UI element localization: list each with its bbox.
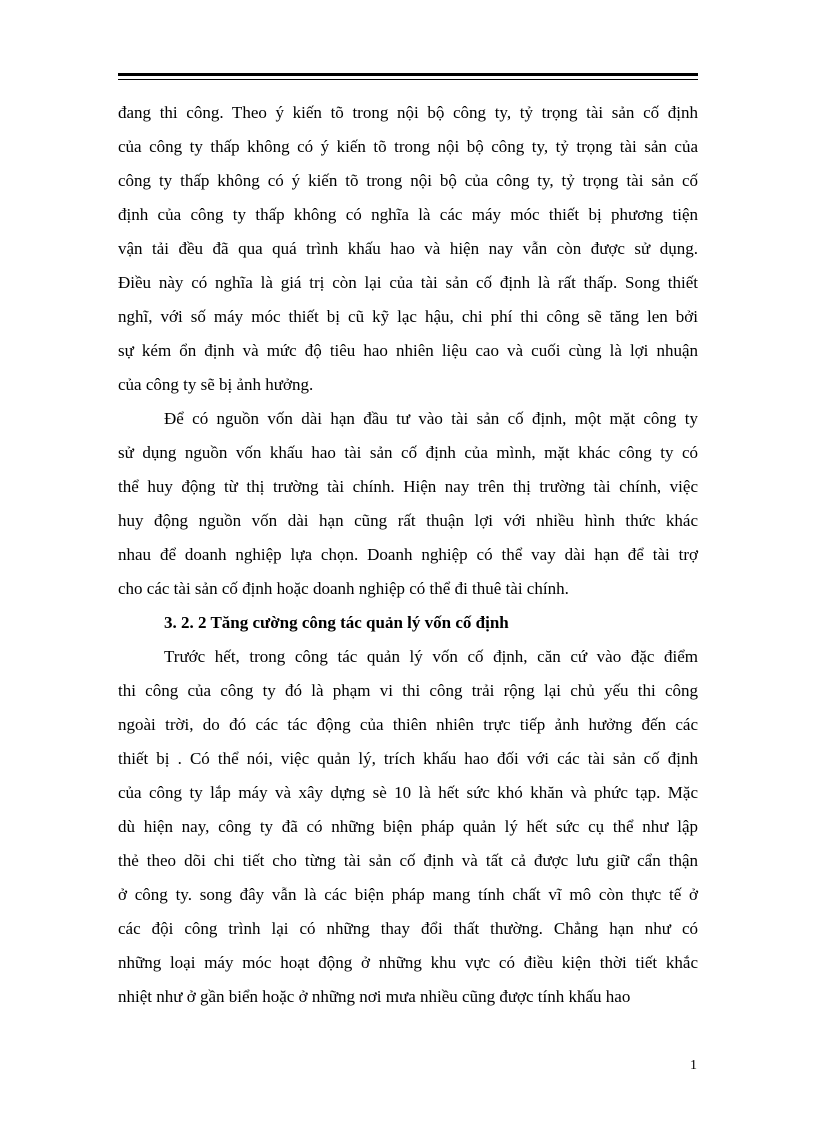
text-line: Điều này có nghĩa là giá trị còn lại của tài sản cố định là rất thấp. Song thiết [118, 273, 698, 292]
text-line: của công ty thấp không có ý kiến tõ trong nội bộ công ty, tỷ trọng tài sản của [118, 137, 698, 156]
text-line: sự kém ổn định và mức độ tiêu hao nhiên liệu cao và cuối cùng là lợi nhuận [118, 341, 698, 360]
page-number: 1 [690, 1058, 697, 1073]
paragraph-2 [118, 402, 698, 606]
text-line: nhiệt như ở gần biển hoặc ở những nơi mưa nhiều cũng được tính khấu hao [118, 987, 631, 1006]
text-line: ở công ty. song đây vẫn là các biện pháp mang tính chất vĩ mô còn thực tế ở [118, 885, 698, 904]
section-heading: 3. 2. 2 Tăng cường công tác quản lý vốn cố định [164, 613, 509, 632]
text-line: sử dụng nguồn vốn khấu hao tài sản cố định của mình, mặt khác công ty có [118, 443, 698, 462]
text-line: huy động nguồn vốn dài hạn cũng rất thuận lợi với nhiều hình thức khác [118, 511, 698, 530]
text-line: nghĩ, với số máy móc thiết bị cũ kỹ lạc hậu, chi phí thi công sẽ tăng len bởi [118, 307, 698, 326]
text-line: Trước hết, trong công tác quản lý vốn cố định, căn cứ vào đặc điểm [164, 647, 698, 666]
text-line: định của công ty thấp không có nghĩa là các máy móc thiết bị phương tiện [118, 205, 698, 224]
text-line: nhau để doanh nghiệp lựa chọn. Doanh nghiệp có thể vay dài hạn để tài trợ [118, 545, 698, 564]
header-rule-thin [118, 79, 698, 80]
text-line: của công ty lắp máy và xây dựng sè 10 là hết sức khó khăn và phức tạp. Mặc [118, 783, 698, 802]
text-line: Để có nguồn vốn dài hạn đầu tư vào tài sản cố định, một mặt công ty [164, 409, 698, 428]
text-line: thẻ theo dõi chi tiết cho từng tài sản cố định và tất cả được lưu giữ cẩn thận [118, 851, 698, 870]
text-line: ngoài trời, do đó các tác động của thiên nhiên trực tiếp ảnh hưởng đến các [118, 715, 698, 734]
paragraph-1 [118, 96, 698, 402]
text-line: thể huy động từ thị trường tài chính. Hiện nay trên thị trường tài chính, việc [118, 477, 698, 496]
text-line: của công ty sẽ bị ảnh hưởng. [118, 375, 314, 394]
text-line: thi công của công ty đó là phạm vi thi công trải rộng lại chủ yếu thi công [118, 681, 698, 700]
text-line: thiết bị . Có thể nói, việc quản lý, trích khấu hao đối với các tài sản cố định [118, 749, 698, 768]
text-line: vận tải đều đã qua quá trình khấu hao và hiện nay vẫn còn được sử dụng. [118, 239, 698, 258]
text-line: dù hiện nay, công ty đã có những biện pháp quản lý hết sức cụ thể như lập [118, 817, 698, 836]
text-line: cho các tài sản cố định hoặc doanh nghiệp có thể đi thuê tài chính. [118, 579, 569, 598]
text-line: các đội công trình lại có những thay đổi thất thường. Chẳng hạn như có [118, 919, 698, 938]
document-body [118, 96, 698, 1014]
paragraph-3 [118, 640, 698, 1014]
text-line: công ty thấp không có ý kiến tõ trong nội bộ của công ty, tỷ trọng tài sản cố [118, 171, 698, 190]
text-line: những loại máy móc hoạt động ở những khu vực có điều kiện thời tiết khắc [118, 953, 698, 972]
text-line: đang thi công. Theo ý kiến tõ trong nội bộ công ty, tỷ trọng tài sản cố định [118, 103, 698, 122]
